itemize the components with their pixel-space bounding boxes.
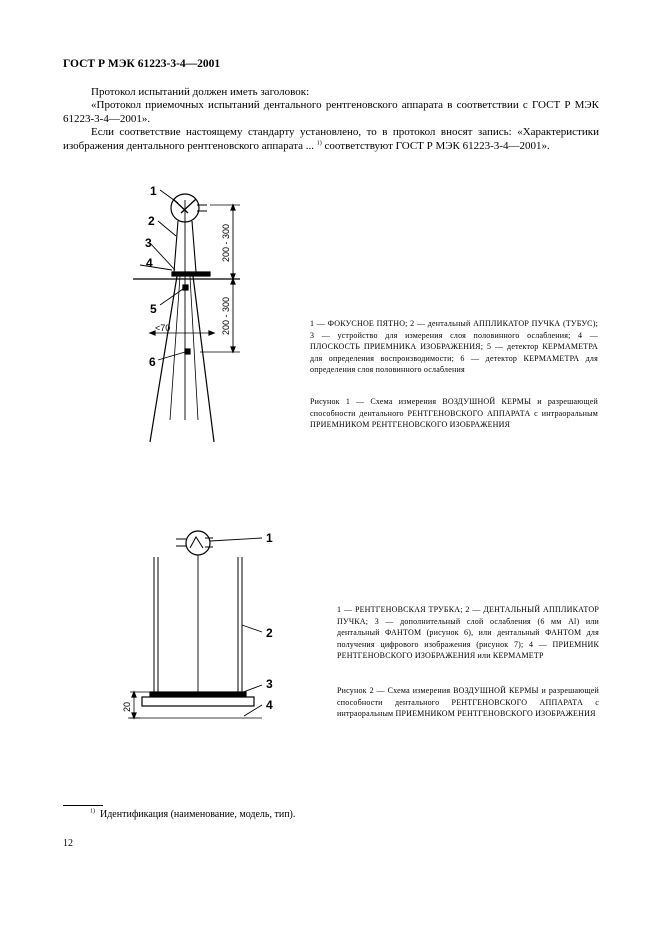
fig1-dim-width: <70 xyxy=(155,323,171,333)
fig1-label-4: 4 xyxy=(146,256,153,270)
page-number: 12 xyxy=(63,838,73,849)
intro-paragraph-1: Протокол испытаний должен иметь заголовок: xyxy=(91,86,310,98)
fig2-dim-height: 20 xyxy=(122,701,132,712)
footnote-ref: 1) xyxy=(316,139,322,146)
figure-1-caption: Рисунок 1 — Схема измерения ВОЗДУШНОЙ КЕРМЫ и разрешающей способности дентального РЕНТГЕНОВСКОГО АППАРАТА с интраоральным ПРИЕМНИКОМ РЕНТГЕНОВСКОГО ИЗОБРАЖЕНИЯ xyxy=(310,397,598,429)
intro-p3-start: Если соответствие настоящему стандарту установлено, то в протокол вносят запись: «Характеристики изображения дентального рентгеновского аппарата ... xyxy=(63,126,599,152)
fig1-dim-upper: 200 - 300 xyxy=(221,223,231,262)
figure-2-caption: Рисунок 2 — Схема измерения ВОЗДУШНОЙ КЕРМЫ и разрешающей способности дентального РЕНТГЕНОВСКОГО АППАРАТА с интраоральным ПРИЕМНИКОМ РЕНТГЕНОВСКОГО ИЗОБРАЖЕНИЯ xyxy=(337,686,599,718)
figure-1-legend: 1 — ФОКУСНОЕ ПЯТНО; 2 — дентальный АППЛИКАТОР ПУЧКА (ТУБУС); 3 — устройство для измерения слоя половинного ослабления; 4 — ПЛОСКОСТЬ ПРИЕМНИКА ИЗОБРАЖЕНИЯ; 5 — детектор КЕРМАМЕТРА для определения воспроизводимости; 6 — детектор КЕРМАМЕТРА для определения слоя половинного ослабления xyxy=(310,319,598,374)
fig2-label-4: 4 xyxy=(266,698,273,712)
footnote-separator xyxy=(63,805,103,806)
fig2-label-3: 3 xyxy=(266,677,273,691)
fig1-label-6: 6 xyxy=(149,355,156,369)
fig1-label-2: 2 xyxy=(148,214,155,228)
figure-2-legend: 1 — РЕНТГЕНОВСКАЯ ТРУБКА; 2 — ДЕНТАЛЬНЫЙ АППЛИКАТОР ПУЧКА; 3 — дополнительный слой ослабления (6 мм Al) или дентальный ФАНТОМ (рисунок 6), или дентальный ФАНТОМ для получения цифрового изображения (рисунок 7); 4 — ПРИЕМНИК РЕНТГЕНОВСКОГО ИЗОБРАЖЕНИЯ или КЕРМАМЕТР xyxy=(337,605,599,660)
fig1-label-1: 1 xyxy=(150,184,157,198)
footnote xyxy=(90,809,295,820)
fig1-label-5: 5 xyxy=(150,302,157,316)
footnote-text: Идентификация (наименование, модель, тип). xyxy=(100,809,296,820)
fig2-label-2: 2 xyxy=(266,626,273,640)
xray-tube-circle xyxy=(186,531,210,555)
fig1-label-3: 3 xyxy=(145,236,152,250)
footnote-mark: 1) xyxy=(90,808,95,815)
fig1-dim-lower: 200 - 300 xyxy=(221,296,231,335)
fig2-label-1: 1 xyxy=(266,531,273,545)
intro-p3-end: соответствуют ГОСТ Р МЭК 61223-3-4—2001». xyxy=(324,139,550,152)
document-code-header: ГОСТ Р МЭК 61223-3-4—2001 xyxy=(63,58,221,70)
intro-paragraph-2: «Протокол приемочных испытаний дентального рентгеновского аппарата в соответствии с ГОСТ Р МЭК 61223-3-4—2001». xyxy=(63,99,599,125)
